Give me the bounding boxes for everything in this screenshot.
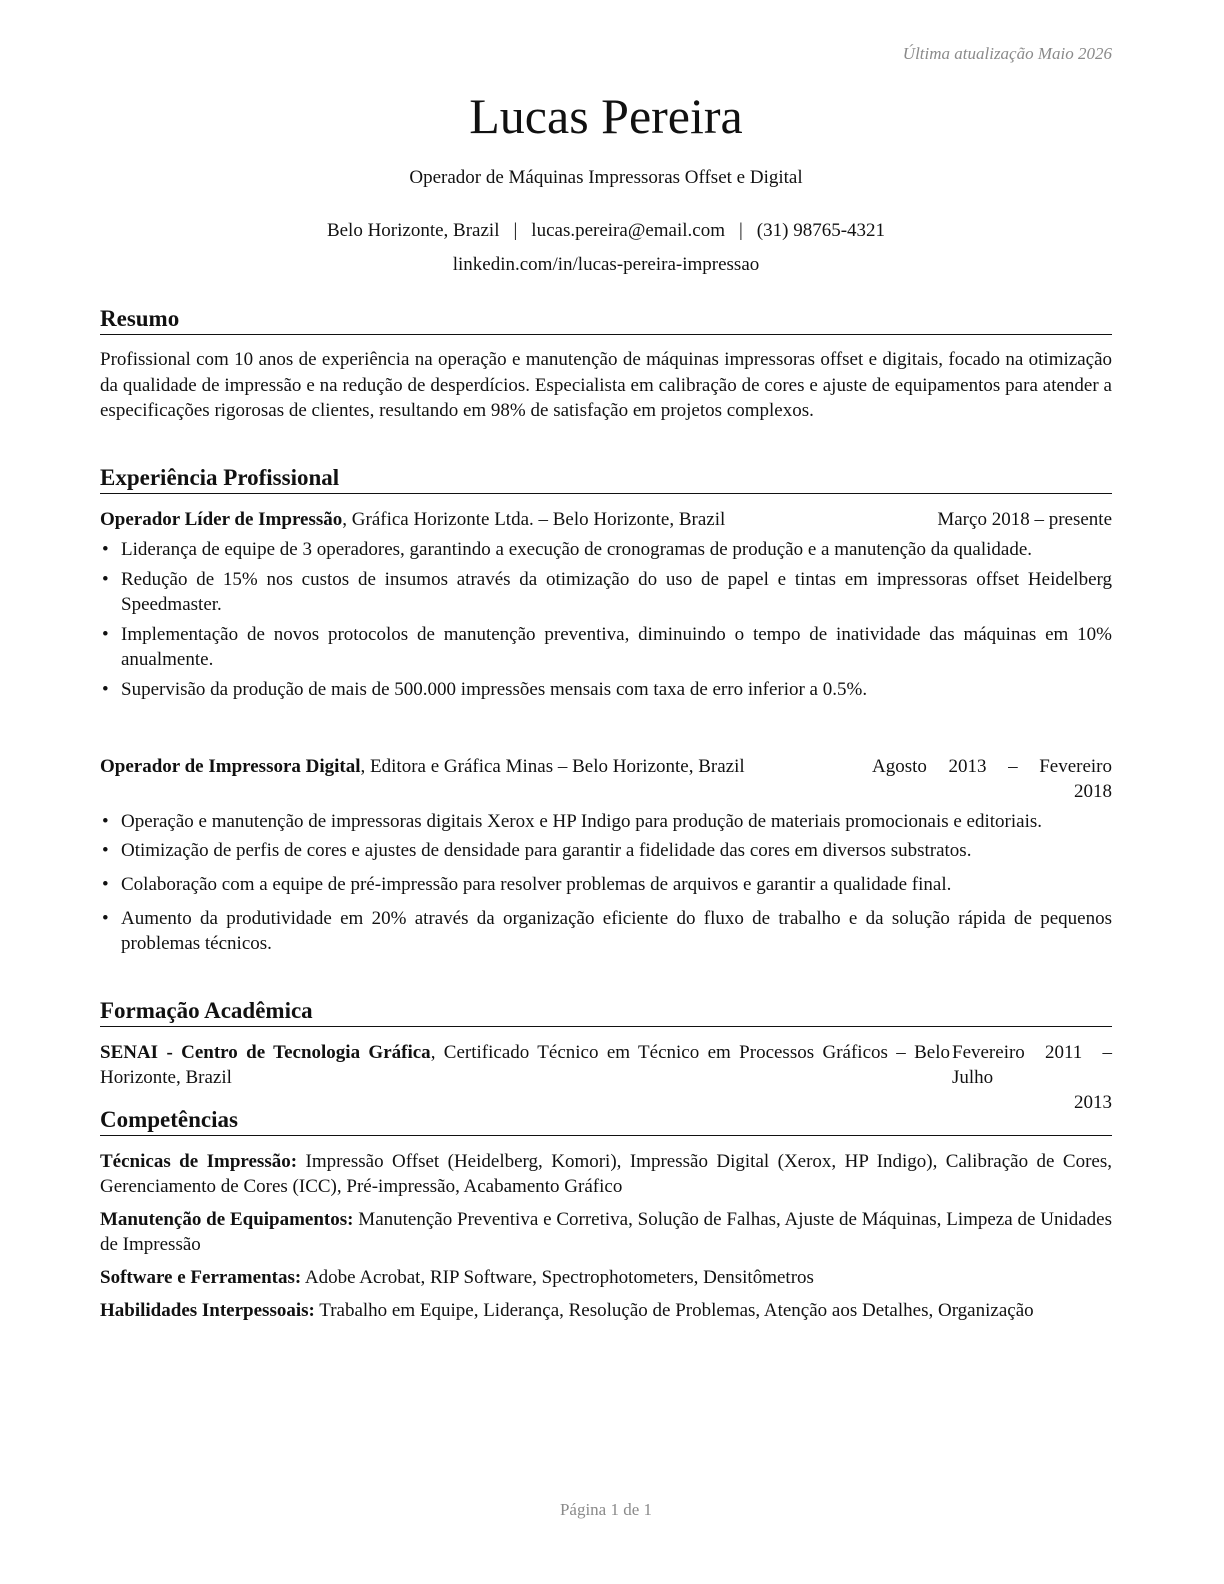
separator: | xyxy=(738,220,743,241)
education-dates-line: 2013 xyxy=(1074,1092,1112,1113)
phone: (31) 98765-4321 xyxy=(756,220,886,241)
skill-text: Adobe Acrobat, RIP Software, Spectrophotometers, Densitômetros xyxy=(301,1267,814,1288)
list-item: • Implementação de novos protocolos de manutenção preventiva, diminuindo o tempo de inatividade das máquinas em 10% anualmente. xyxy=(100,622,1112,672)
list-item: • Colaboração com a equipe de pré-impressão para resolver problemas de arquivos e garantir a qualidade final. xyxy=(100,872,1112,897)
degree: , Certificado Técnico em Técnico em Processos Gráficos – Belo Horizonte, Brazil xyxy=(100,1042,951,1088)
location: Belo Horizonte, Brazil xyxy=(326,220,500,241)
education-dates-line: Fevereiro 2011 – Julho xyxy=(952,1042,1112,1088)
job-company: , Editora e Gráfica Minas – Belo Horizonte, Brazil xyxy=(360,756,745,777)
candidate-name: Lucas Pereira xyxy=(469,88,743,144)
section-heading-skills: Competências xyxy=(100,1106,1112,1136)
skill-label: Técnicas de Impressão: xyxy=(100,1151,298,1172)
skill-text: Impressão Offset (Heidelberg, Komori), Impressão Digital (Xerox, HP Indigo), Calibração de Cores, Gerenciamento de Cores (ICC), Pré-impressão, Acabamento Gráfico xyxy=(100,1151,1113,1197)
job-title-line xyxy=(100,507,725,532)
education-dates xyxy=(952,1040,1112,1115)
section-heading-summary: Resumo xyxy=(100,305,1112,335)
candidate-title: Operador de Máquinas Impressoras Offset e Digital xyxy=(409,167,803,188)
skill-label: Habilidades Interpessoais: xyxy=(100,1300,315,1321)
skill-row xyxy=(100,1265,1112,1290)
list-item: • Operação e manutenção de impressoras digitais Xerox e HP Indigo para produção de materiais promocionais e editoriais. xyxy=(100,809,1112,834)
skills-list xyxy=(100,1149,1112,1331)
education-entry xyxy=(100,1040,1112,1115)
skill-text: Manutenção Preventiva e Corretiva, Solução de Falhas, Ajuste de Máquinas, Limpeza de Unidades de Impressão xyxy=(100,1209,1112,1255)
skill-row xyxy=(100,1149,1112,1199)
separator: | xyxy=(513,220,518,241)
job-header xyxy=(100,507,1112,532)
page-number: Página 1 de 1 xyxy=(559,1500,653,1519)
job-bullets xyxy=(100,809,1112,961)
list-item: • Otimização de perfis de cores e ajustes de densidade para garantir a fidelidade das cores em diversos substratos. xyxy=(100,838,1112,863)
job-bullets xyxy=(100,537,1112,707)
education-details xyxy=(100,1040,950,1115)
job-dates xyxy=(872,754,1112,804)
job-company: , Gráfica Horizonte Ltda. – Belo Horizonte, Brazil xyxy=(342,509,726,530)
job-dates-line: 2018 xyxy=(1074,781,1112,802)
skill-label: Manutenção de Equipamentos: xyxy=(100,1209,354,1230)
email-link[interactable]: lucas.pereira@email.com xyxy=(531,220,725,241)
skill-label: Software e Ferramentas: xyxy=(100,1267,302,1288)
job-role: Operador de Impressora Digital xyxy=(100,756,361,777)
summary-text: Profissional com 10 anos de experiência na operação e manutenção de máquinas impressoras offset e digitais, focado na otimização da qualidade de impressão e na redução de desperdícios. Especialista em calibração de cores e ajuste de equipamentos para atender a especificações rigorosas de clientes, resultando em 98% de satisfação em projetos complexos. xyxy=(100,349,1112,421)
job-role: Operador Líder de Impressão xyxy=(100,509,343,530)
linkedin-link[interactable]: linkedin.com/in/lucas-pereira-impressao xyxy=(452,254,760,275)
section-heading-experience: Experiência Profissional xyxy=(100,464,1112,494)
list-item: • Supervisão da produção de mais de 500.000 impressões mensais com taxa de erro inferior a 0.5%. xyxy=(100,677,1112,702)
list-item: • Redução de 15% nos custos de insumos através da otimização do uso de papel e tintas em impressoras offset Heidelberg Speedmaster. xyxy=(100,567,1112,617)
skill-row xyxy=(100,1207,1112,1257)
skill-row xyxy=(100,1298,1112,1323)
list-item: • Liderança de equipe de 3 operadores, garantindo a execução de cronogramas de produção e a manutenção da qualidade. xyxy=(100,537,1112,562)
job-title-line xyxy=(100,754,745,804)
institution: SENAI - Centro de Tecnologia Gráfica xyxy=(100,1042,431,1063)
resume-page xyxy=(100,0,1112,1584)
job-dates: Março 2018 – presente xyxy=(937,509,1112,530)
skill-text: Trabalho em Equipe, Liderança, Resolução de Problemas, Atenção aos Detalhes, Organização xyxy=(314,1300,1034,1321)
job-header xyxy=(100,754,1112,804)
contact-line xyxy=(100,220,1112,242)
last-updated: Última atualização Maio 2026 xyxy=(902,44,1112,63)
section-heading-education: Formação Acadêmica xyxy=(100,997,1112,1027)
job-dates-line: Agosto 2013 – Fevereiro xyxy=(872,756,1112,777)
list-item: • Aumento da produtividade em 20% através da organização eficiente do fluxo de trabalho e da solução rápida de pequenos problemas técnicos. xyxy=(100,906,1112,956)
